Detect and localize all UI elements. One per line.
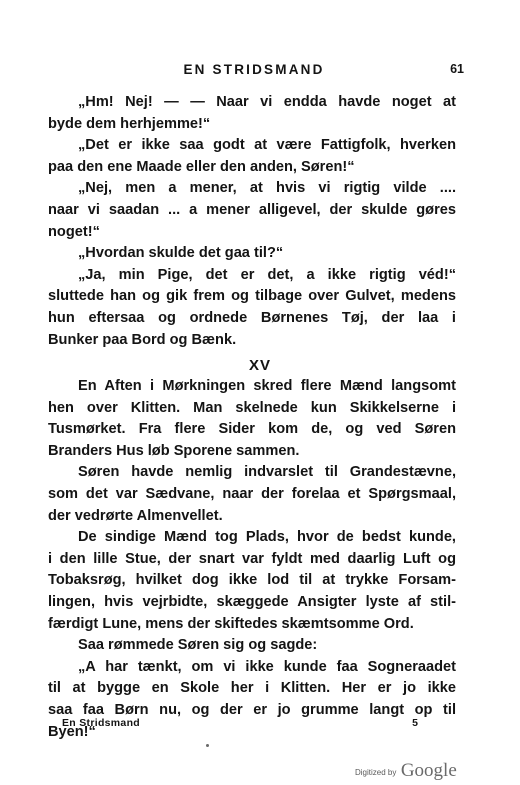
text-line: til at bygge en Skole her i Klitten. Her er jo ikke xyxy=(48,680,456,697)
text-line: paa den ene Maade eller den anden, Søren!“ xyxy=(48,158,355,175)
text-line: som det var Sædvane, naar der forelaa et Spørgsmaal, xyxy=(48,485,456,502)
text-line: i den lille Stue, der snart var fyldt med daarlig Luft og xyxy=(48,550,456,567)
text-line: der vedrørte Almenvellet. xyxy=(48,507,223,524)
chapter-heading: XV xyxy=(248,357,271,374)
text-line: De sindige Mænd tog Plads, hvor de bedst kunde, xyxy=(78,529,456,546)
watermark-prefix: Digitized by xyxy=(355,768,397,777)
page-number: 61 xyxy=(450,62,464,76)
text-line: „Det er ikke saa godt at være Fattigfolk, hverken xyxy=(78,137,456,154)
text-line: hen over Klitten. Man skelnede kun Skikkelserne i xyxy=(48,399,456,416)
text-line: Bunker paa Bord og Bænk. xyxy=(48,331,237,348)
running-head xyxy=(44,62,464,78)
text-line: hun eftersaa og ordnede Børnenes Tøj, der laa i xyxy=(48,309,456,326)
watermark-brand: Google xyxy=(400,760,457,781)
passage-bottom xyxy=(48,376,456,743)
text-line: En Aften i Mørkningen skred flere Mænd langsomt xyxy=(78,378,456,394)
text-line: lingen, hvis vejrbidte, skæggede Ansigter lyste af stil- xyxy=(48,593,456,610)
text-line: Byen!“ xyxy=(48,723,96,740)
digitized-watermark xyxy=(355,760,465,782)
text-line: „Ja, min Pige, det er det, a ikke rigtig véd!“ xyxy=(78,266,456,283)
text-line: „A har tænkt, om vi ikke kunde faa Sogneraadet xyxy=(78,658,456,675)
signature-line xyxy=(62,717,418,731)
ink-speck xyxy=(206,744,209,747)
text-line: Saa rømmede Søren sig og sagde: xyxy=(78,637,318,654)
text-line: færdigt Lune, mens der skiftedes skæmtsomme Ord. xyxy=(48,615,414,632)
text-line: „Hm! Nej! — — Naar vi endda havde noget at xyxy=(78,94,456,110)
text-line: noget!“ xyxy=(48,223,100,240)
passage-top xyxy=(48,92,456,351)
signature-number: 5 xyxy=(412,717,418,729)
text-line: „Nej, men a mener, at hvis vi rigtig vilde .... xyxy=(78,180,456,197)
text-line: byde dem herhjemme!“ xyxy=(48,115,211,132)
text-line: Tobaksrøg, hvilket dog ikke lod til at trykke Forsam- xyxy=(48,572,456,589)
text-line: saa faa Børn nu, og der er jo grumme langt op til xyxy=(48,701,456,718)
text-line: Tusmørket. Fra flere Sider kom de, og ved Søren xyxy=(48,421,456,438)
signature-title: En Stridsmand xyxy=(62,717,140,729)
text-line: Branders Hus løb Sporene sammen. xyxy=(48,442,300,459)
text-line: Søren havde nemlig indvarslet til Grandestævne, xyxy=(78,464,456,481)
running-title: EN STRIDSMAND xyxy=(183,62,325,77)
text-line: sluttede han og gik frem og tilbage over Gulvet, medens xyxy=(48,288,456,305)
text-line: „Hvordan skulde det gaa til?“ xyxy=(78,245,284,262)
text-line: naar vi saadan ... a mener alligevel, der skulde gøres xyxy=(48,201,456,218)
